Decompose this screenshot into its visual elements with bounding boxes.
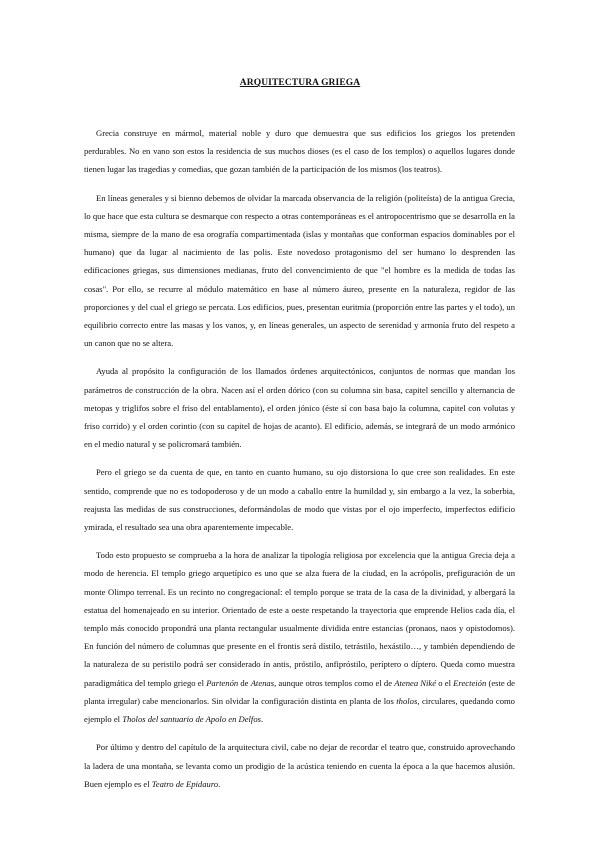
paragraph <box>84 463 515 536</box>
italic-text: Erecteión <box>453 677 487 688</box>
paragraph-text: Pero el griego se da cuenta de que, en tanto en cuanto humano, su ojo distorsiona lo que cree son realidades. En este sentido, comprende que no es todopoderoso y de un modo a caballo entre la humildad y, sin embargo a la vez, la soberbia, reajusta las medidas de sus construcciones, deformándolas de modo que vistas por el ojo imperfecto, imperfectos edificio ymirada, el resultado sea una obra aparentemente impecable. <box>84 467 515 533</box>
paragraph-text: , aunque otros templos como el de <box>274 677 395 688</box>
paragraph-text: . <box>260 714 264 725</box>
paragraph-text: o el <box>436 677 454 688</box>
paragraph <box>84 362 515 453</box>
document-title: ARQUITECTURA GRIEGA <box>239 78 361 88</box>
document-body <box>84 124 515 803</box>
paragraph-text: Por último y dentro del capítulo de la arquitectura civil, cabe no dejar de recordar el teatro que, construido aprovechando la ladera de una montaña, se levanta como un prodigio de la acústica teniendo en cuenta la época a la que hacemos alusión. Buen ejemplo es el <box>84 742 515 789</box>
paragraph-text: Grecia construye en mármol, material noble y duro que demuestra que sus edificios los griegos los pretenden perdurables. No en vano son estos la residencia de sus muchos dioses (es el caso de los templos) o aquellos lugares donde tienen lugar las tragedias y comedias, que gozan también de la participación de los mismos (los teatros). <box>84 128 515 175</box>
paragraph-text: Todo esto propuesto se comprueba a la hora de analizar la tipología religiosa por excelencia que la antigua Grecia deja a modo de herencia. El templo griego arquetípico es uno que se alza fuera de la ciudad, en la acrópolis, prefiguración de un monte Olimpo terrenal. Es un recinto no congregacional: el templo porque se trata de la casa de la divinidad, y albergará la estatua del homenajeado en su interior. Orientado de este a oeste respetando la trayectoria que emprende Helios cada día, el templo más conocido propondrá una planta rectangular usualmente dividida entre estancias (pronaos, naos y opistodomos). En función del número de columnas que presente en el frontis será dístilo, tetrástilo, hexástilo…, y también dependiendo de la naturaleza de su peristilo podrá ser considerado in antis, próstilo, anfipróstilo, períptero o díptero. Queda como muestra paradigmática del templo griego el <box>84 550 515 688</box>
paragraph <box>84 738 515 793</box>
paragraph-text: . <box>218 778 221 789</box>
italic-text: Partenón <box>206 677 239 688</box>
paragraph <box>84 546 515 728</box>
paragraph-text: Ayuda al propósito la configuración de los llamados órdenes arquitectónicos, conjuntos de normas que mandan los parámetros de construcción de la obra. Nacen así el orden dórico (con su columna sin basa, capitel sencillo y alternancia de metopas y triglifos sobre el friso del entablamento), el orden jónico (éste sí con basa bajo la columna, capitel con volutas y friso corrido) y el orden corintio (con su capitel de hojas de acanto). El edificio, además, se integrará de un modo armónico en el medio natural y se policromará también. <box>84 366 515 450</box>
italic-text: Atenas <box>250 677 275 688</box>
italic-text: Teatro de Epidauro <box>151 778 219 789</box>
italic-text: Tholos del santuario de Apolo en Delfos <box>122 714 261 725</box>
italic-text: tholos <box>396 695 418 706</box>
paragraph <box>84 124 515 179</box>
paragraph <box>84 189 515 353</box>
paragraph-text: (este de planta irregular) cabe mencionarlos. Sin olvidar la configuración distinta en planta de los <box>84 677 515 706</box>
paragraph-text: de <box>238 677 251 688</box>
paragraph-text: En líneas generales y si bienno debemos de olvidar la marcada observancia de la religión (politeísta) de la antigua Grecia, lo que hace que esta cultura se desmarque con respecto a otras contemporáneas es el antropocentrismo que se desarrolla en la misma, siempre de la mano de esa orografía compartimentada (islas y montañas que conforman espacios dominables por el humano) que da lugar al nacimiento de las polis. Este novedoso protagonismo del ser humano lo desprenden las edificaciones griegas, sus dimensiones medianas, fruto del convencimiento de que "el hombre es la medida de todas las cosas". Por ello, se recurre al módulo matemático en base al número áureo, presente en la naturaleza, regidor de las proporciones y del cual el griego se percata. Los edificios, pues, presentan euritmia (proporción entre las partes y el todo), un equilibrio correcto entre las masas y los vanos, y, en líneas generales, un aspecto de serenidad y armonía fruto del respeto a un canon que no se altera. <box>84 192 515 349</box>
italic-text: Atenea Niké <box>394 677 437 688</box>
paragraph-text: , circulares, quedando como ejemplo el <box>84 695 515 725</box>
